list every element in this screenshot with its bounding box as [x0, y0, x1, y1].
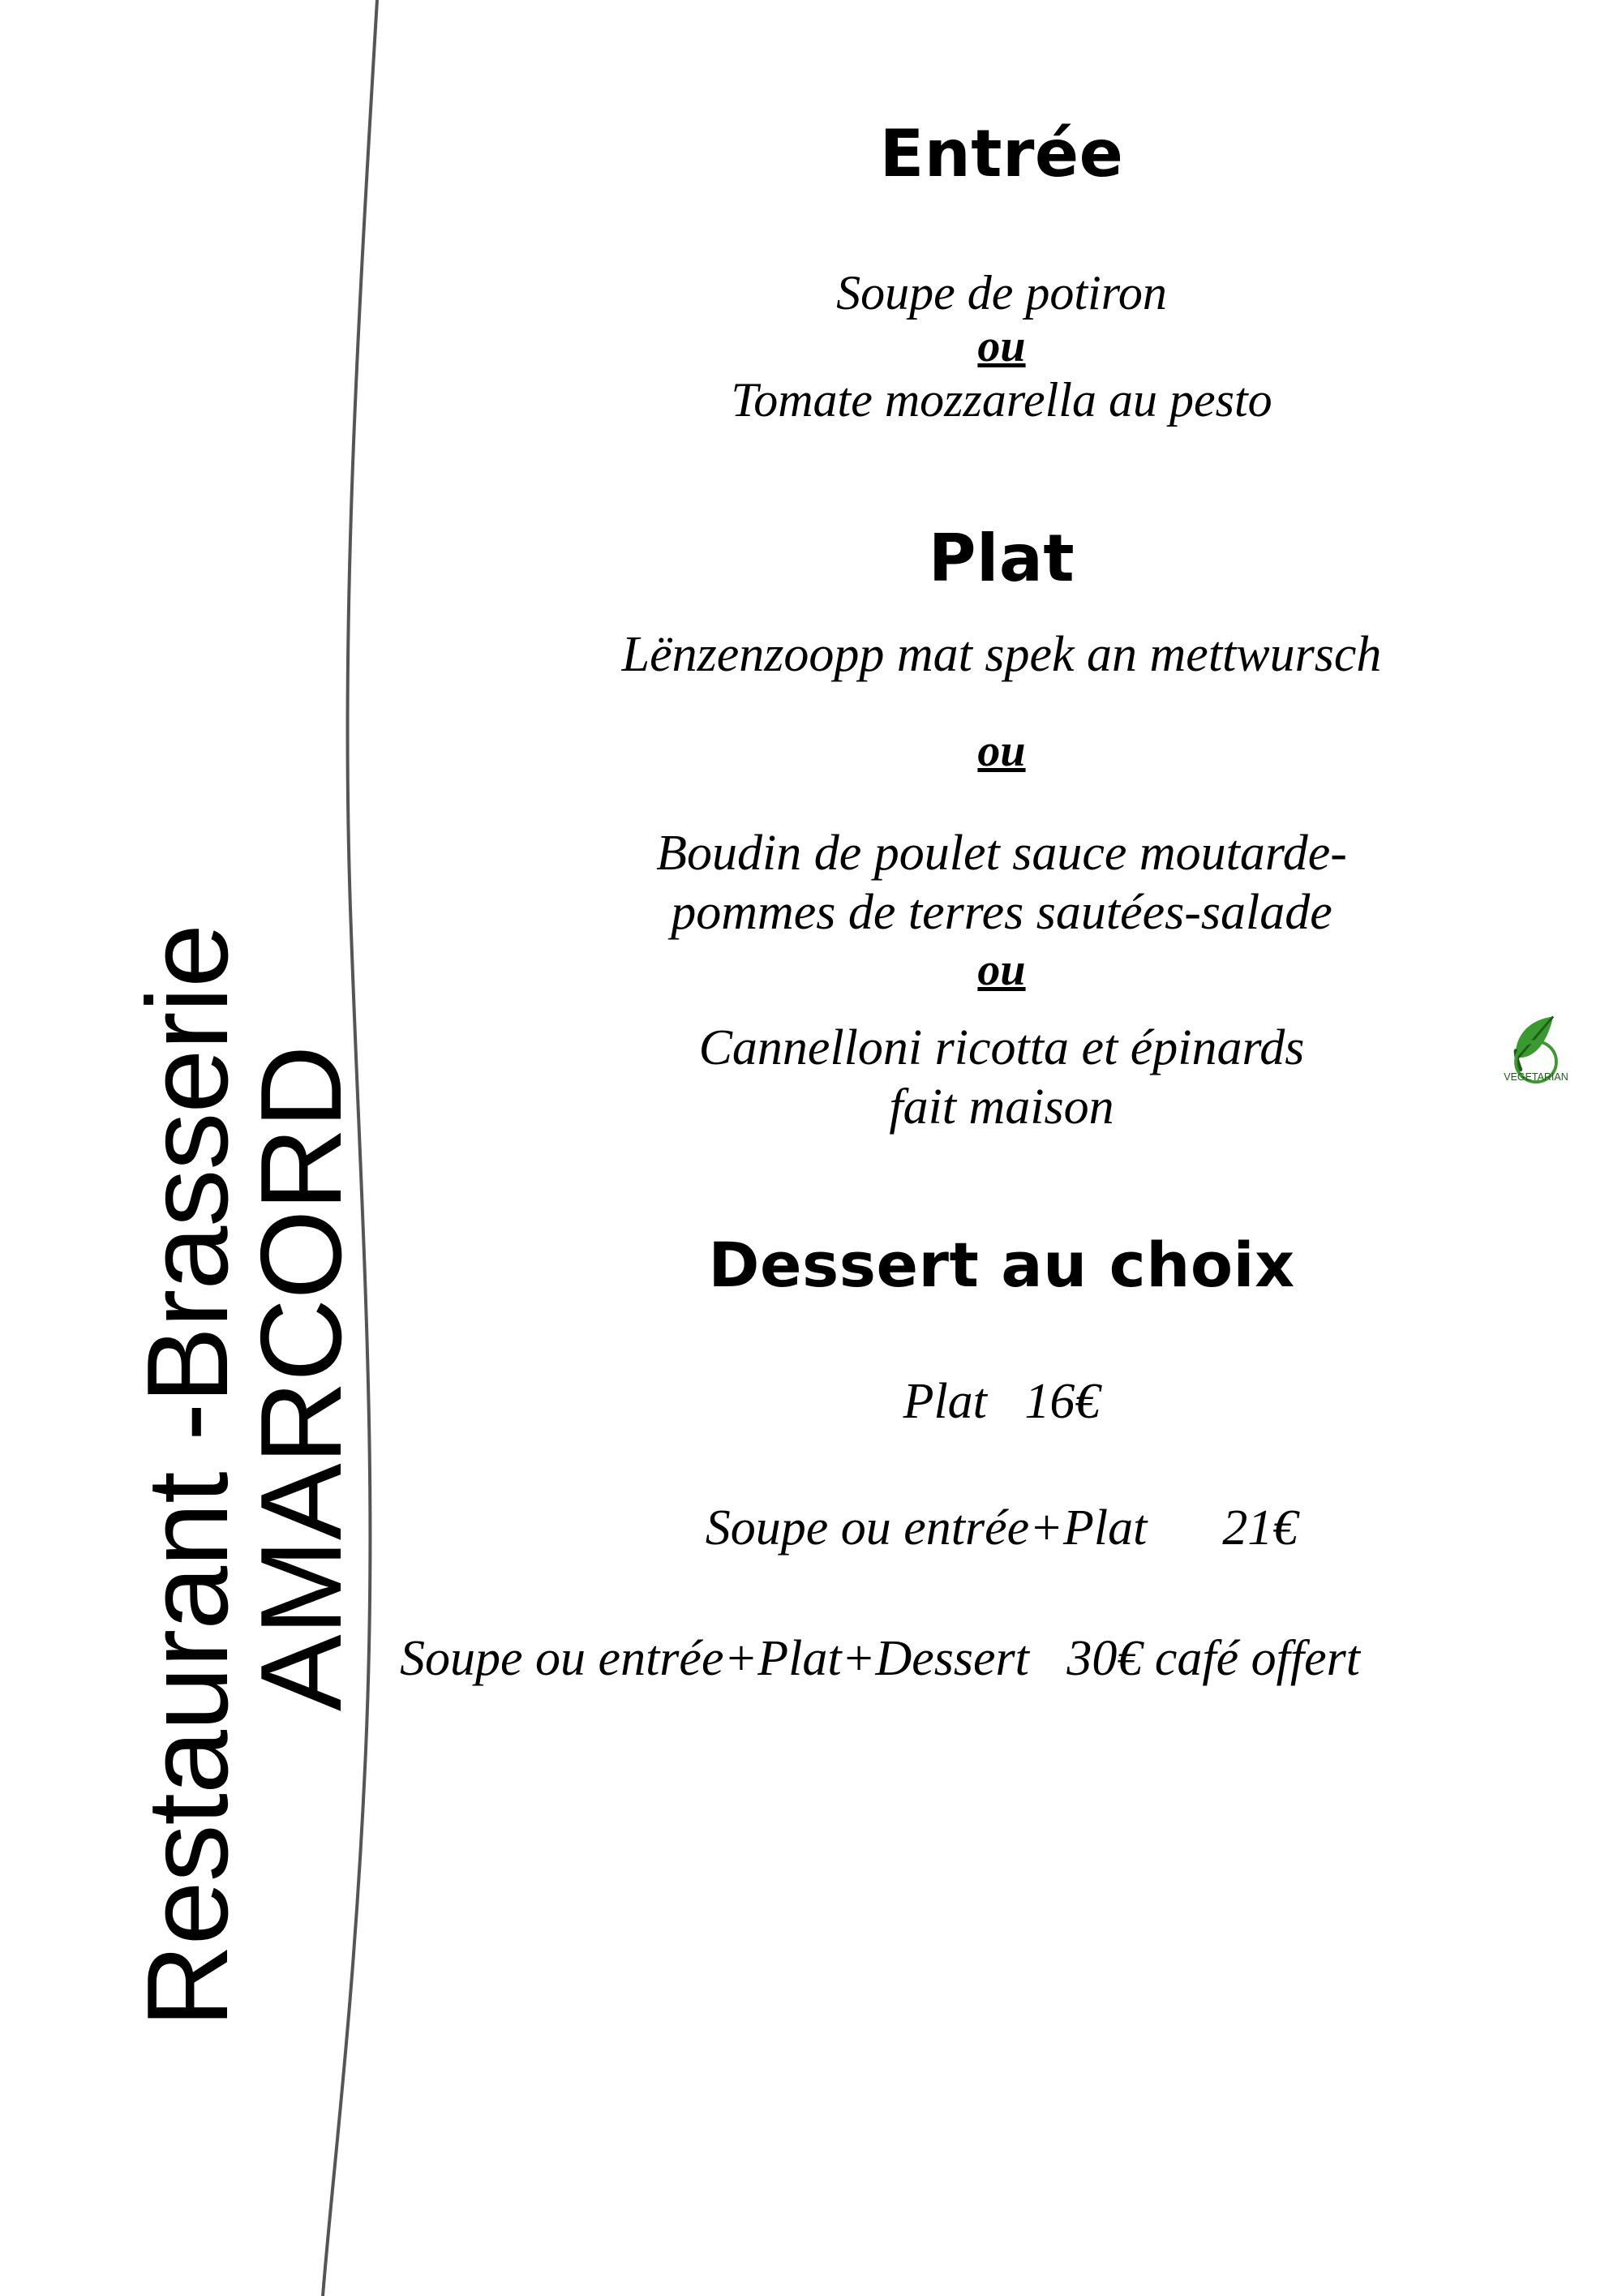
- plat-item-2-line-2: pommes de terres sautées-salade: [671, 885, 1332, 941]
- plat-item-2-line-1: Boudin de poulet sauce moutarde-: [656, 825, 1347, 881]
- price-line-3: Soupe ou entrée+Plat+Dessert 30€ café offert: [400, 1630, 1360, 1686]
- restaurant-title-band: [0, 0, 366, 2296]
- price-line-2: Soupe ou entrée+Plat 21€: [705, 1500, 1298, 1556]
- vertical-title: [0, 0, 366, 2296]
- section-heading-plat: Plat: [928, 521, 1075, 597]
- entree-items: [381, 264, 1622, 429]
- vegetarian-leaf-icon: [1497, 1006, 1575, 1084]
- restaurant-name-line2: AMARCORD: [237, 1045, 366, 1711]
- price-list: [381, 1374, 1622, 1686]
- entree-item-2: Tomate mozzarella au pesto: [731, 373, 1272, 427]
- restaurant-name-line1: Restaurant -Brasserie: [123, 924, 252, 2028]
- plat-item-3-line-1: Cannelloni ricotta et épinards: [698, 1019, 1305, 1075]
- entree-item-1: Soupe de potiron: [836, 266, 1167, 320]
- plat-or-separator-2: ou: [977, 945, 1026, 996]
- entree-or-separator: ou: [977, 320, 1026, 371]
- menu-content: [381, 0, 1622, 2296]
- vegetarian-badge-text: VEGETARIAN: [1504, 1071, 1568, 1084]
- plat-item-1: Lënzenzoopp mat spek an mettwursch: [621, 627, 1382, 683]
- price-line-1: Plat 16€: [903, 1374, 1101, 1430]
- plat-item-3-line-2: fait maison: [889, 1079, 1114, 1135]
- section-heading-entree: Entrée: [879, 116, 1124, 191]
- section-heading-dessert: Dessert au choix: [708, 1229, 1295, 1302]
- plat-or-separator-1: ou: [977, 726, 1026, 777]
- plat-item-3: [381, 1019, 1622, 1137]
